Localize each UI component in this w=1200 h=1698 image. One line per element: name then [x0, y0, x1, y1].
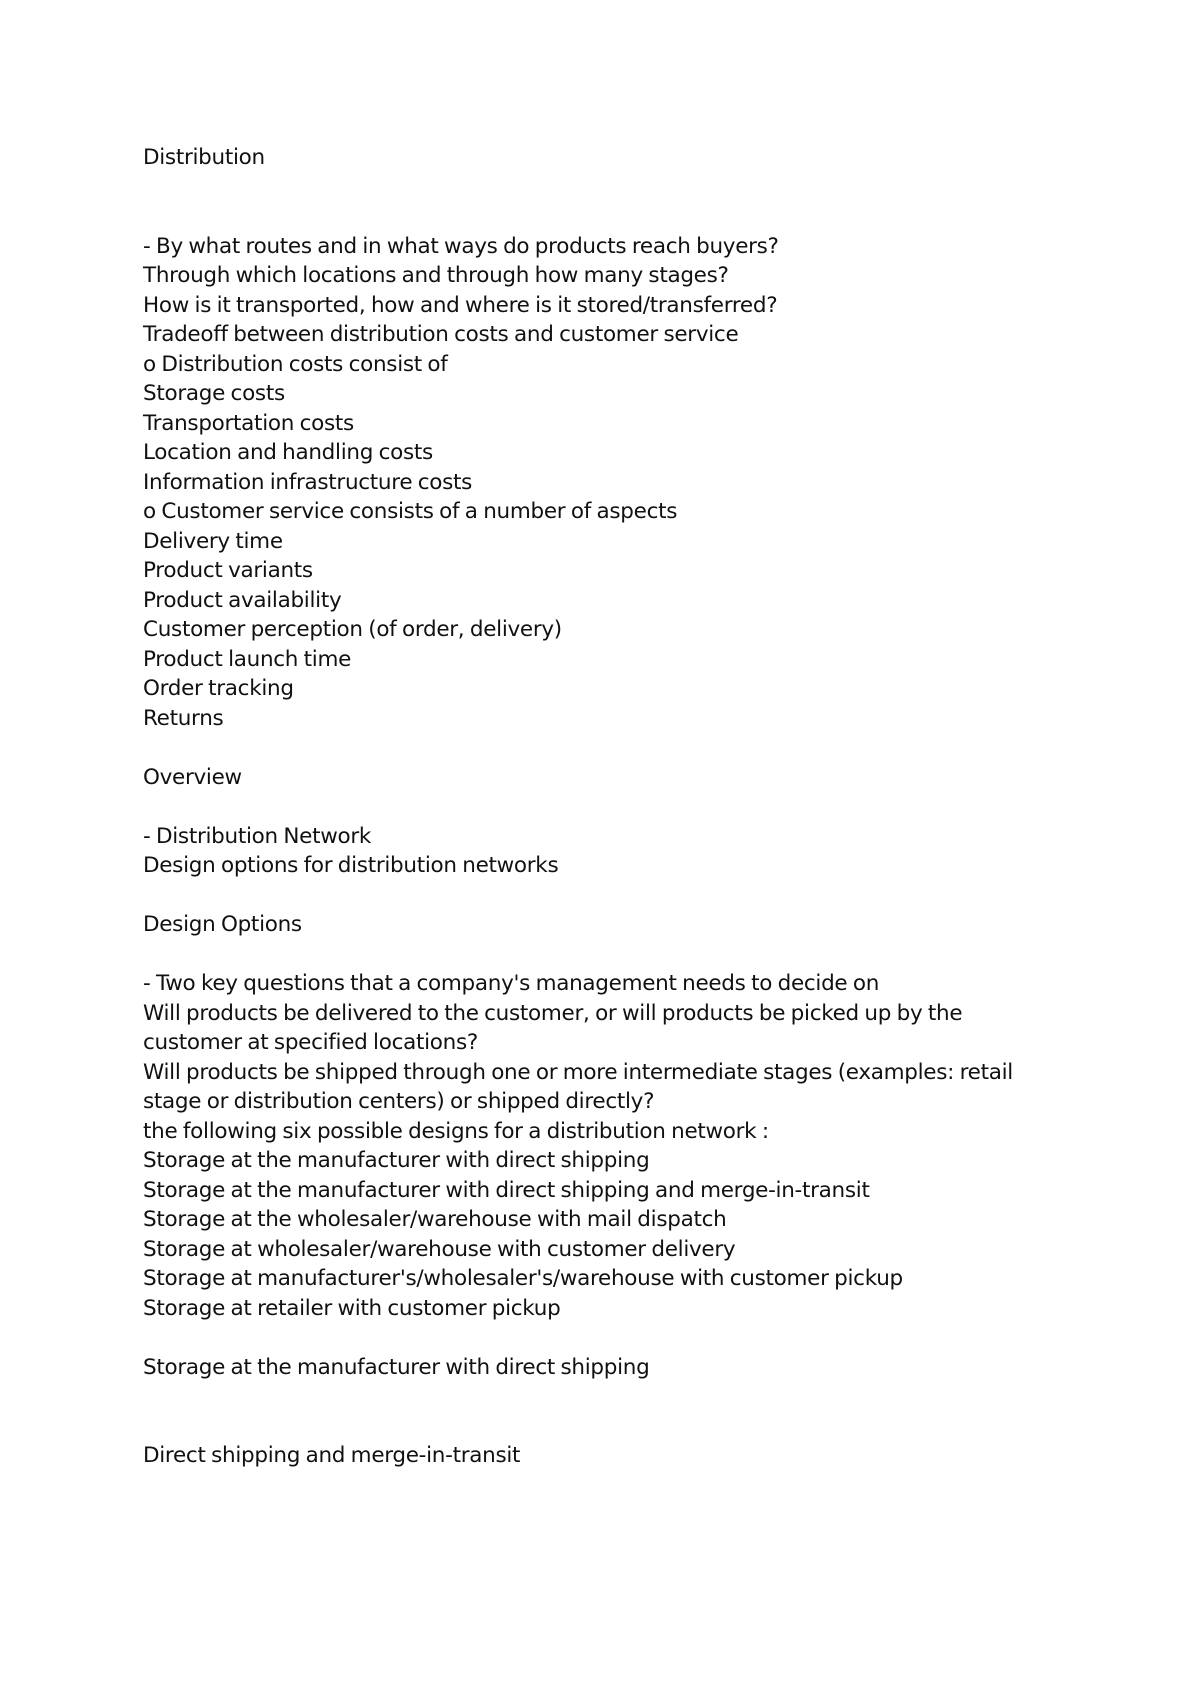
- list-item: o Customer service consists of a number of aspects: [143, 499, 678, 524]
- list-item: Storage at wholesaler/warehouse with customer delivery: [143, 1236, 736, 1262]
- list-item: the following six possible designs for a distribution network :: [143, 1118, 769, 1144]
- list-item: Storage costs: [143, 381, 285, 406]
- list-item: Will products be delivered to the customer, or will products be picked up by the customer at specified locations?: [143, 1000, 963, 1055]
- spacer: [143, 733, 1063, 763]
- list-item: Storage at the manufacturer with direct shipping and merge-in-transit: [143, 1177, 870, 1203]
- section-design-options-list: [143, 969, 1063, 1323]
- list-item: Product availability: [143, 587, 342, 613]
- list-item: Storage at the wholesaler/warehouse with mail dispatch: [143, 1207, 727, 1232]
- list-item: Product variants: [143, 558, 313, 583]
- list-item: Transportation costs: [143, 410, 354, 436]
- list-item: Order tracking: [143, 676, 294, 701]
- list-item: Storage at the manufacturer with direct shipping: [143, 1148, 650, 1173]
- list-item: - By what routes and in what ways do products reach buyers?: [143, 233, 779, 259]
- spacer: [143, 173, 1063, 232]
- list-item: o Distribution costs consist of: [143, 351, 448, 377]
- list-item: Storage at manufacturer's/wholesaler's/warehouse with customer pickup: [143, 1266, 903, 1291]
- list-item: Returns: [143, 705, 224, 731]
- spacer: [143, 1382, 1063, 1441]
- section-distribution-list: [143, 232, 1063, 734]
- document-body: [143, 143, 1063, 1471]
- list-item: Delivery time: [143, 528, 283, 554]
- list-item: - Two key questions that a company's management needs to decide on: [143, 971, 880, 996]
- list-item: - Distribution Network: [143, 823, 372, 849]
- overview-heading: Overview: [143, 764, 242, 790]
- list-item: Information infrastructure costs: [143, 469, 473, 495]
- list-item: Through which locations and through how many stages?: [143, 263, 729, 288]
- list-item: Storage at retailer with customer pickup: [143, 1295, 561, 1321]
- list-item: Design options for distribution networks: [143, 853, 559, 878]
- document-title: Distribution: [143, 145, 265, 170]
- subheading-merge-in-transit: Direct shipping and merge-in-transit: [143, 1443, 521, 1468]
- list-item: Location and handling costs: [143, 440, 433, 465]
- list-item: How is it transported, how and where is it stored/transferred?: [143, 292, 778, 318]
- spacer: [143, 1323, 1063, 1353]
- spacer: [143, 881, 1063, 911]
- list-item: Customer perception (of order, delivery): [143, 617, 562, 642]
- list-item: Product launch time: [143, 646, 352, 672]
- design-options-heading: Design Options: [143, 912, 302, 937]
- list-item: Will products be shipped through one or more intermediate stages (examples: retail stage or distribution centers) or shipped directly?: [143, 1059, 1013, 1114]
- spacer: [143, 940, 1063, 970]
- spacer: [143, 792, 1063, 822]
- subheading-direct-shipping: Storage at the manufacturer with direct shipping: [143, 1354, 650, 1380]
- list-item: Tradeoff between distribution costs and customer service: [143, 322, 739, 347]
- section-overview-list: [143, 822, 1063, 881]
